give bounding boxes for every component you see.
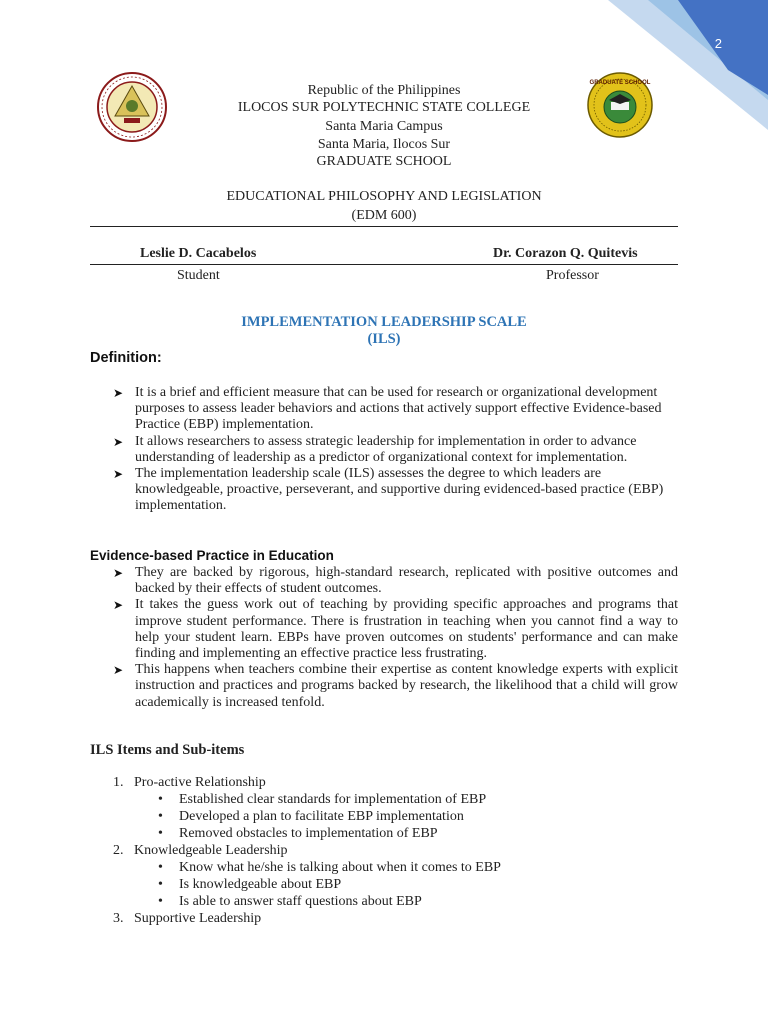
ils-items-list (113, 774, 653, 927)
list-item: ➤ It allows researchers to assess strategic leadership for implementation in order to advance understanding of leadership as a predictor of organizational context for implementation. (113, 433, 637, 465)
ebp-list (113, 565, 678, 711)
arrowhead-bullet-icon: ➤ (113, 663, 124, 678)
student-role: Student (177, 268, 220, 283)
header-campus: Santa Maria Campus (325, 119, 443, 134)
sub-item: • Is knowledgeable about EBP (158, 876, 653, 893)
list-item: ➤ It takes the guess work out of teaching by providing specific approaches and programs that improve student performance. There is frustration in teaching when you cannot find a way to help your student learn. EBPs have proven outcomes on students' performance and can make finding and implementing an effective practice less frustrating. (113, 597, 678, 662)
list-item: 3. Supportive Leadership (113, 911, 262, 926)
ebp-heading: Evidence-based Practice in Education (90, 548, 334, 563)
sub-item: • Developed a plan to facilitate EBP implementation (158, 808, 653, 825)
sub-item: • Removed obstacles to implementation of EBP (158, 825, 653, 842)
arrowhead-bullet-icon: ➤ (113, 598, 124, 613)
header-address: Santa Maria, Ilocos Sur (317, 137, 451, 152)
arrowhead-bullet-icon: ➤ (113, 566, 124, 580)
sub-item: • Established clear standards for implementation of EBP (158, 791, 653, 808)
divider-top (90, 226, 678, 227)
professor-name: Dr. Corazon Q. Quitevis (493, 246, 638, 261)
header-school: GRADUATE SCHOOL (316, 154, 452, 169)
course-title: EDUCATIONAL PHILOSOPHY AND LEGISLATION (226, 189, 542, 204)
ils-items-heading: ILS Items and Sub-items (90, 742, 245, 758)
list-item: ➤ It is a brief and efficient measure that can be used for research or organizational development purposes to assess leader behaviors and actions that actively support effective Evidence-based Practice (EBP) implementation. (113, 385, 662, 433)
seal-text: GRADUATE SCHOOL (589, 80, 651, 86)
definition-list (113, 385, 678, 515)
definition-heading: Definition: (90, 350, 162, 366)
professor-role: Professor (546, 268, 599, 283)
list-item: ➤ The implementation leadership scale (ILS) assesses the degree to which leaders are knowledgeable, proactive, perseverant, and supportive during evidenced-based practice (EBP) implementation. (113, 466, 664, 514)
ils-abbrev: (ILS) (367, 331, 401, 347)
page-number: 2 (714, 36, 722, 51)
list-item: 1. Pro-active Relationship • Established clear standards for implementation of EBP • Developed a plan to facilitate EBP implementation • Removed obstacles to implementation of EBP (113, 774, 653, 842)
arrowhead-bullet-icon: ➤ (113, 434, 124, 449)
header-college: ILOCOS SUR POLYTECHNIC STATE COLLEGE (237, 100, 531, 115)
list-item: ➤ They are backed by rigorous, high-standard research, replicated with positive outcomes and backed by their effects of student outcomes. (113, 565, 678, 597)
sub-list (113, 791, 653, 842)
sub-item: • Is able to answer staff questions about EBP (158, 893, 653, 910)
sub-list (113, 859, 653, 910)
course-code: (EDM 600) (351, 208, 417, 223)
header-republic: Republic of the Philippines (307, 83, 461, 98)
arrowhead-bullet-icon: ➤ (113, 467, 124, 482)
ils-title: IMPLEMENTATION LEADERSHIP SCALE (241, 314, 527, 330)
arrowhead-bullet-icon: ➤ (113, 386, 124, 400)
list-item: 2. Knowledgeable Leadership • Know what he/she is talking about when it comes to EBP • Is knowledgeable about EBP • Is able to answer staff questions about EBP (113, 842, 653, 910)
student-name: Leslie D. Cacabelos (140, 246, 257, 261)
sub-item: • Know what he/she is talking about when it comes to EBP (158, 859, 653, 876)
list-item: ➤ This happens when teachers combine their expertise as content knowledge experts with explicit instruction and practices and programs backed by research, the likelihood that a child will grow academically is increased tenfold. (113, 662, 678, 710)
divider-signature (90, 264, 678, 265)
